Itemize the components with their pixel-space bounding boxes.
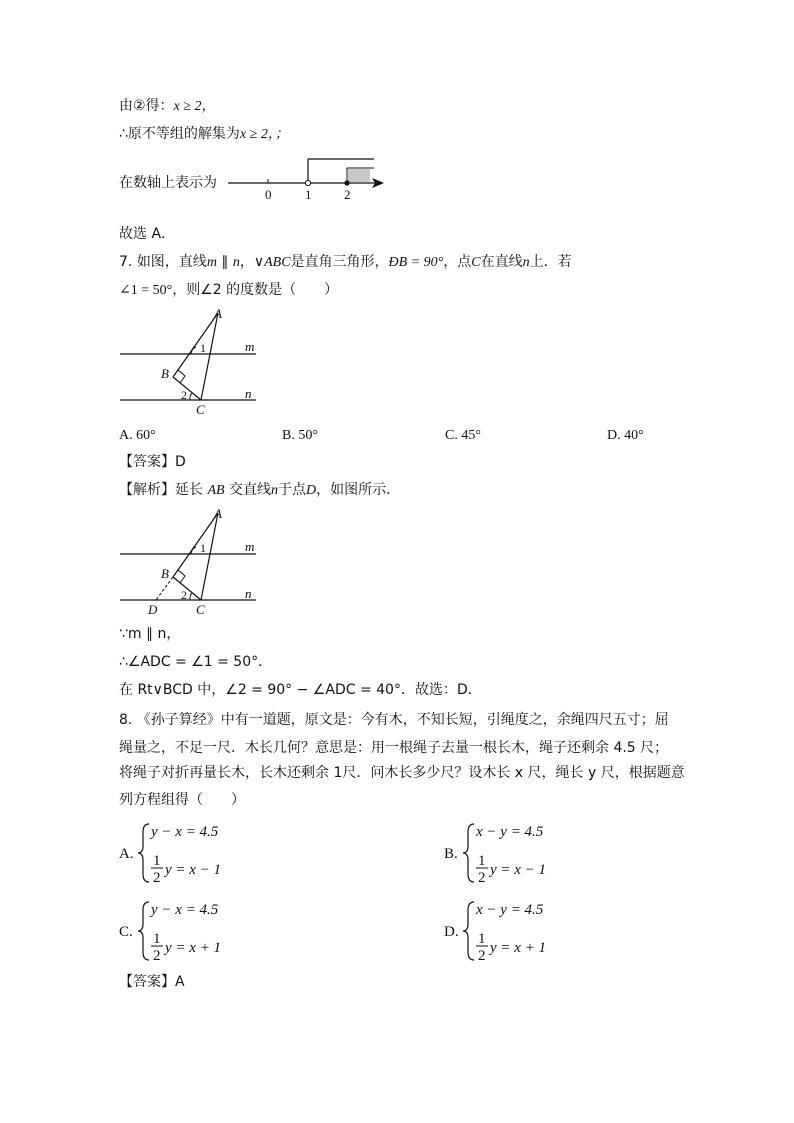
q7-analysis (119, 480, 400, 501)
q8-option-b-frac-den: 2 (478, 870, 486, 886)
q7-parallel: ∥ (221, 254, 229, 270)
fig2-label-n: n (245, 586, 252, 601)
q7-question-end: ，则∠2 的度数是（ ） (172, 282, 339, 298)
fig2-label-m: m (245, 539, 255, 554)
q8-option-a[interactable] (119, 818, 259, 892)
q8-option-d-frac-den: 2 (478, 948, 486, 964)
number-line-figure (226, 155, 391, 205)
q7-angle1: ∠1 = 50° (119, 283, 173, 298)
q7-answer: 【答案】D (119, 454, 186, 470)
q8-option-a-frac-den: 2 (153, 870, 161, 886)
fig1-label-1: 1 (200, 341, 206, 355)
q8-option-d-eq2: y = x + 1 (490, 940, 547, 956)
q7-option-c[interactable]: C. 45° (445, 428, 481, 443)
q8-option-c-eq2: y = x + 1 (165, 940, 222, 956)
fig1-label-n: n (245, 386, 252, 401)
q7-analysis-prefix: 【解析】延长 (119, 482, 203, 498)
q8-option-a-eq2: y = x − 1 (165, 862, 222, 878)
q8-option-a-eq1: y − x = 4.5 (151, 824, 219, 840)
q7-number: 7. (119, 254, 133, 270)
q7-analysis-mid2: 于点 (278, 482, 307, 498)
solution-line (119, 124, 289, 145)
fig1-label-2: 2 (181, 388, 187, 402)
q8-option-a-frac-num: 1 (153, 853, 161, 869)
q7-text-b: ， (239, 254, 254, 270)
fig2-label-b: B (161, 566, 169, 581)
fig1-label-m: m (245, 339, 255, 354)
q7-text-c: 是直角三角形， (290, 254, 389, 270)
q7-text-e: 在直线 (480, 254, 523, 270)
q8-option-c-frac-den: 2 (153, 948, 161, 964)
q7-n-2: n (522, 255, 530, 270)
q7-point-c: C (471, 255, 481, 270)
q8-option-c-eq1: y − x = 4.5 (151, 902, 219, 918)
q8-line1: 8. 《孙子算经》中有一道题，原文是：今有木，不知长短，引绳度之，余绳四尺五寸；屈 (119, 712, 669, 728)
q7-ab: AB (207, 483, 225, 498)
q8-option-b-eq1: x − y = 4.5 (476, 824, 544, 840)
q7-analysis-mid1: 交直线 (229, 482, 272, 498)
q7-angle-b: ÐB = 90° (388, 255, 444, 270)
q7-text-d: ，点 (443, 254, 472, 270)
q8-line2: 绳量之，不足一尺．木长几何？意思是：用一根绳子去量一根长木，绳子还剩余 4.5 尺； (119, 740, 669, 756)
q8-line4: 列方程组得（ ） (119, 792, 245, 808)
fig1-label-c: C (196, 402, 205, 417)
step2-prefix: 由②得： (119, 98, 174, 114)
fig2-label-d: D (148, 602, 158, 617)
solution-prefix: ∴原不等组的解集为 (119, 126, 240, 142)
tick-0: 0 (265, 187, 272, 202)
q8-answer: 【答案】A (119, 974, 185, 990)
q7-because: ∵m ∥ n， (119, 626, 181, 642)
fig2-label-2: 2 (181, 588, 187, 602)
fig2-label-c: C (196, 602, 205, 617)
q8-option-d[interactable] (444, 896, 584, 970)
q7-analysis-d: D (306, 483, 317, 498)
q7-line1 (119, 252, 572, 273)
tick-2: 2 (344, 187, 351, 202)
q8-line3: 将绳子对折再量长木，长木还剩余 1尺．问木长多少尺？设木长 x 尺，绳长 y 尺，根据题意 (119, 765, 685, 781)
numberline-label: 在数轴上表示为 (119, 175, 217, 191)
q8-option-a-label: A. (119, 846, 134, 862)
q8-option-d-label: D. (444, 924, 459, 940)
q7-option-a[interactable]: A. 60° (119, 428, 156, 443)
solution-math: x ≥ 2，； (239, 127, 289, 142)
q8-option-b[interactable] (444, 818, 584, 892)
q7-line2 (119, 280, 338, 301)
q8-option-b-label: B. (444, 846, 458, 862)
fig1-label-b: B (161, 366, 169, 381)
q6-answer: 故选 A． (119, 226, 176, 242)
q7-m: m (206, 255, 217, 270)
step2-math: x ≥ 2， (173, 99, 216, 114)
q8-option-c-label: C. (119, 924, 133, 940)
q7-conclusion: 在 Rt∨BCD 中，∠2 = 90° − ∠ADC = 40°．故选：D． (119, 682, 482, 698)
fig2-label-a: A (214, 506, 222, 521)
q7-text-f: 上．若 (529, 254, 572, 270)
q7-option-b[interactable]: B. 50° (282, 428, 318, 443)
q8-option-c[interactable] (119, 896, 259, 970)
q8-option-d-frac-num: 1 (478, 931, 486, 947)
fig1-label-a: A (214, 306, 222, 321)
q7-analysis-end: ，如图所示． (316, 482, 401, 498)
q7-option-d[interactable]: D. 40° (607, 428, 644, 443)
q8-option-b-eq2: y = x − 1 (490, 862, 547, 878)
q7-analysis-n: n (271, 483, 279, 498)
q7-text-a: 如图，直线 (136, 254, 207, 270)
q7-n: n (232, 255, 240, 270)
q7-figure (118, 305, 268, 417)
tick-1: 1 (305, 187, 312, 202)
q7-analysis-figure (118, 505, 268, 617)
q8-option-d-eq1: x − y = 4.5 (476, 902, 544, 918)
q8-option-b-frac-num: 1 (478, 853, 486, 869)
q7-therefore: ∴∠ADC = ∠1 = 50°． (119, 654, 273, 670)
step2-line (119, 96, 215, 117)
q8-option-c-frac-num: 1 (153, 931, 161, 947)
q7-triangle: ∨ABC (253, 255, 291, 270)
fig2-label-1: 1 (200, 541, 206, 555)
